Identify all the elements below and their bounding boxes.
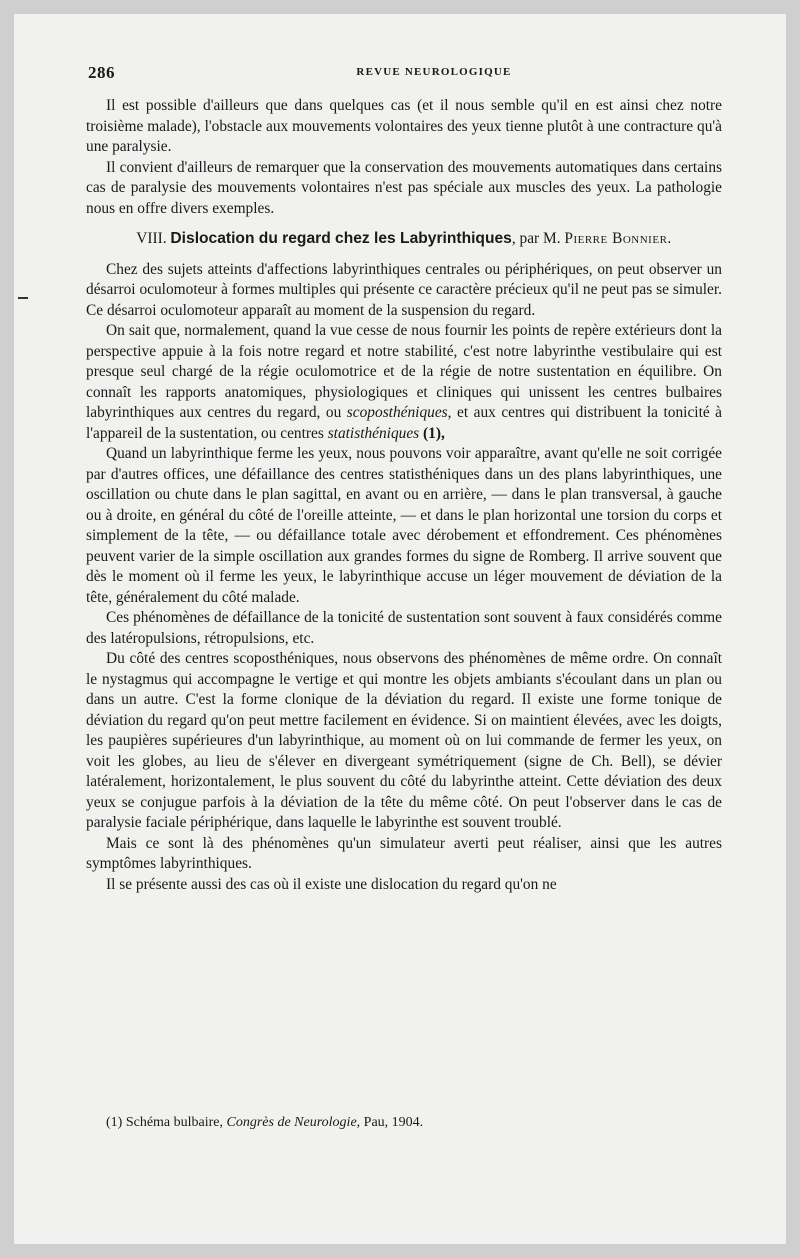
paragraph: Quand un labyrinthique ferme les yeux, nous pouvons voir apparaître, avant qu'elle ne soit corrigée par d'autres offices, une défaillance des centres statisthéniques dans un des plans labyrinthiques, une oscillation ou chute dans le plan sagittal, en avant ou en arrière, — dans le plan transversal, à gauche ou à droite, en général du côté de l'oreille atteinte, — et dans le plan horizontal une torsion du corps et simplement de la tête, — ou défaillance totale avec dérobement et effondrement. Ces phénomènes peuvent varier de la simple oscillation aux grandes formes du signe de Romberg. Il arrive souvent que dès le moment où il ferme les yeux, le labyrinthique accuse un léger mouvement de déviation de la tête, généralement du côté malade. (86, 445, 722, 606)
footnote-ref: (1), (419, 424, 445, 442)
paragraph: Il est possible d'ailleurs que dans quelques cas (et il nous semble qu'il en est ainsi chez notre troisième malade), l'obstacle aux mouvements volontaires des yeux tienne plutôt à une contracture qu'à une paralysie. (86, 97, 722, 155)
page-header (88, 63, 720, 85)
paragraph: Chez des sujets atteints d'affections labyrinthiques centrales ou périphériques, on peut observer un désarroi oculomoteur à formes multiples qui présente ce caractère précieux qu'il ne peut pas se simuler. Ce désarroi oculomoteur apparaît au moment de la suspension du regard. (86, 260, 722, 319)
paragraph: Mais ce sont là des phénomènes qu'un simulateur averti peut réaliser, ainsi que les autres symptômes labyrinthiques. (86, 834, 722, 872)
italic-term: statisthéniques (327, 424, 420, 442)
section-title: Dislocation du regard chez les Labyrinthiques (170, 230, 512, 247)
text-run: (1) Schéma bulbaire, (106, 1115, 227, 1130)
footnote (106, 1114, 706, 1132)
text-run: , et aux centres qui distribuent la tonicité à l'appareil de la sustentation, ou centres (86, 404, 722, 442)
author-name: Pierre Bonnier. (564, 230, 672, 247)
byline: , par M. (511, 230, 565, 247)
margin-mark (18, 297, 28, 299)
paragraph (86, 321, 722, 444)
article-body (86, 96, 722, 895)
italic-term: scoposthéniques (346, 404, 448, 421)
paragraph: Du côté des centres scoposthéniques, nous observons des phénomènes de même ordre. On connaît le nystagmus qui accompagne le vertige et qui montre les objets ambiants s'écoulant dans un plan ou dans un autre. C'est la forme clonique de la déviation du regard. Il existe une forme tonique de déviation du regard qu'on peut mettre facilement en évidence. Si on maintient élevées, avec les doigts, les paupières supérieures d'un labyrinthique, au moment où on lui commande de fermer les yeux, on voit les globes, au lieu de s'élever en divergeant symétriquement (signe de Ch. Bell), se dévier latéralement, horizontalement, le plus souvent du côté du labyrinthe atteint. Cette déviation des deux yeux se conjugue parfois à la déviation de la tête du même côté. On peut l'observer dans le cas de paralysie faciale périphérique, dans laquelle le labyrinthe est souvent troublé. (86, 650, 722, 831)
text-run: Pau, 1904. (360, 1115, 424, 1130)
italic-term: Congrès de Neurologie, (226, 1115, 361, 1130)
paragraph: Il convient d'ailleurs de remarquer que la conservation des mouvements automatiques dans certains cas de paralysie des mouvements volontaires n'est pas spéciale aux muscles des yeux. La pathologie nous en offre divers exemples. (86, 158, 722, 217)
paragraph: Il se présente aussi des cas où il existe une dislocation du regard qu'on ne (106, 875, 557, 893)
running-head: REVUE NEUROLOGIQUE (356, 66, 512, 78)
text-run: On sait que, normalement, quand la vue cesse de nous fournir les points de repère extérieurs dont la perspective appuie à la fois notre regard et notre stabilité, c'est notre labyrinthe vestibulaire qui est presque seul chargé de la régie oculomotrice et de la régie de notre sustentation en équilibre. On connaît les rapports anatomiques, physiologiques et cliniques qui unissent les centres bulbaires labyrinthiques aux centres du regard, ou (86, 322, 722, 421)
section-number: VIII. (136, 230, 167, 247)
page-number: 286 (88, 63, 115, 82)
book-page (14, 14, 786, 1244)
paragraph: Ces phénomènes de défaillance de la tonicité de sustentation sont souvent à faux considérés comme des latéropulsions, rétropulsions, etc. (86, 609, 722, 647)
section-heading (86, 229, 722, 250)
